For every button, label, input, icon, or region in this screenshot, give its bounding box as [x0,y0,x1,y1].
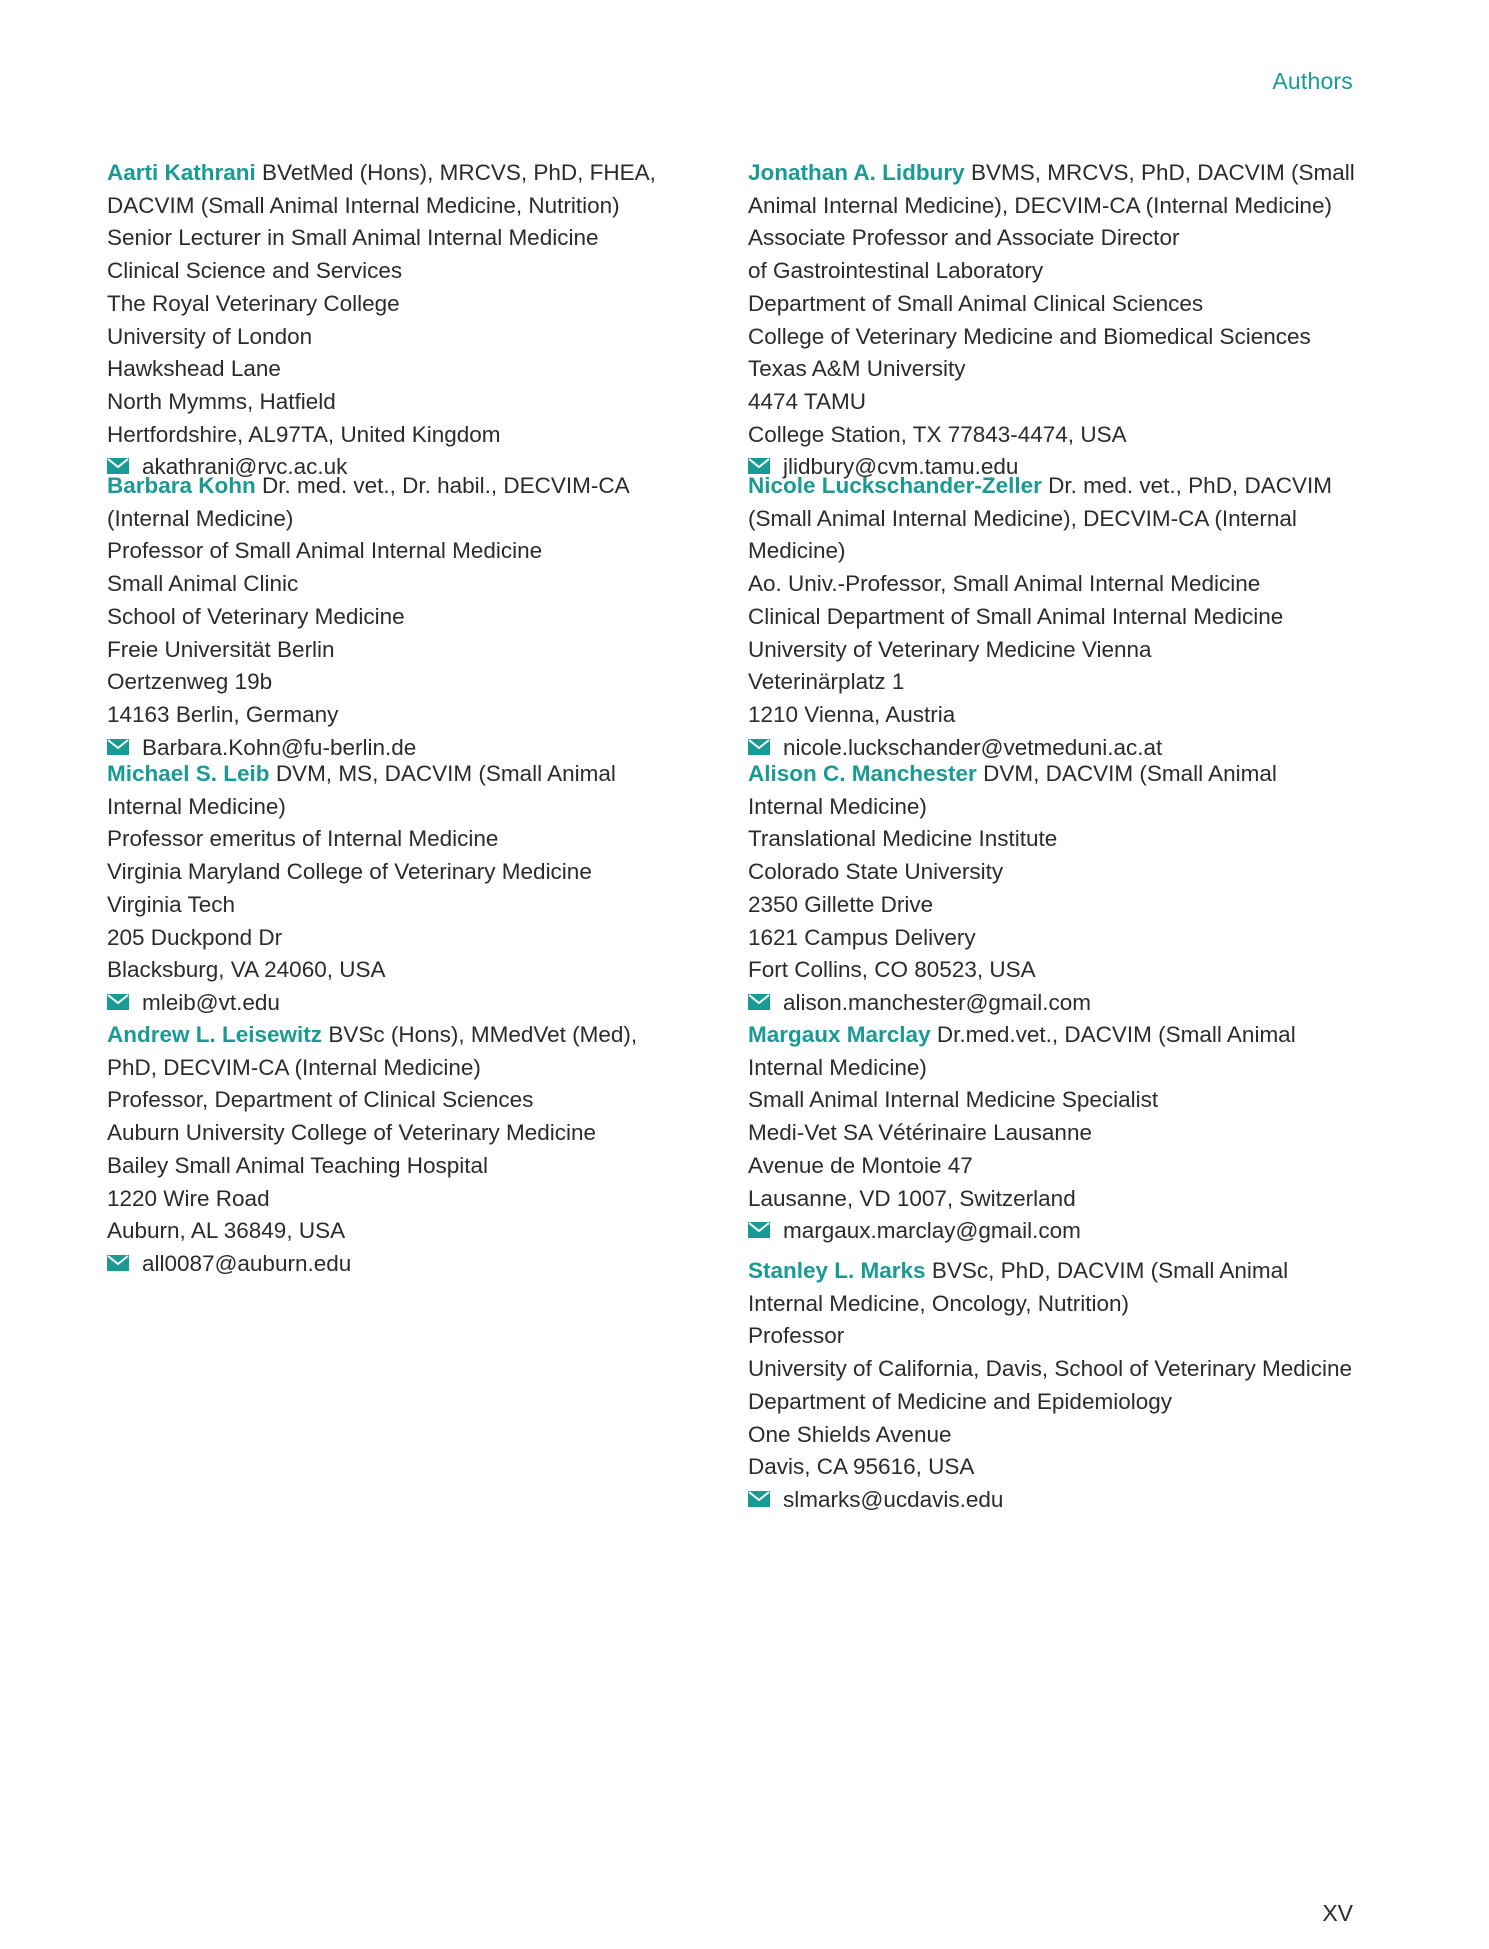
affiliation-line: The Royal Veterinary College [107,290,400,316]
author-heading-line [748,157,1373,190]
affiliation-line: College Station, TX 77843-4474, USA [748,421,1127,447]
affiliation-line: 1210 Vienna, Austria [748,701,956,727]
author-credentials: Internal Medicine) [107,793,286,819]
author-credentials: Dr.med.vet., DACVIM (Small Animal [936,1022,1296,1047]
affiliation-line: One Shields Avenue [748,1421,952,1447]
email-link[interactable]: mleib@vt.edu [142,989,280,1015]
author-heading-line [107,470,732,503]
email-link[interactable]: nicole.luckschander@vetmeduni.ac.at [783,734,1163,760]
author-credentials: DACVIM (Small Animal Internal Medicine, Nutrition) [107,192,620,218]
author-heading-line [107,1019,732,1052]
affiliation-line: Professor of Small Animal Internal Medicine [107,538,543,564]
affiliation-line: 205 Duckpond Dr [107,924,283,950]
affiliation-line: School of Veterinary Medicine [107,603,405,629]
affiliation-line: Colorado State University [748,859,1004,885]
affiliation-line: University of London [107,323,313,349]
affiliation-line: Small Animal Internal Medicine Specialist [748,1087,1159,1113]
envelope-icon [748,994,770,1010]
affiliation-line: Clinical Department of Small Animal Internal Medicine [748,603,1284,629]
affiliation-line: Professor emeritus of Internal Medicine [107,826,499,852]
affiliation-line: Professor, Department of Clinical Sciences [107,1087,534,1113]
envelope-icon [107,1255,129,1271]
envelope-icon [107,994,129,1010]
affiliation-line: Small Animal Clinic [107,571,299,597]
author-entry [107,157,732,484]
affiliation-line: Hertfordshire, AL97TA, United Kingdom [107,421,501,447]
author-name: Stanley L. Marks [748,1258,926,1283]
email-row [107,1248,732,1281]
author-credentials: BVMS, MRCVS, PhD, DACVIM (Small [970,160,1355,185]
author-entry [107,470,732,764]
affiliation-line: Senior Lecturer in Small Animal Internal Medicine [107,225,599,251]
author-credentials: Internal Medicine) [748,793,927,819]
affiliation-line: North Mymms, Hatfield [107,388,336,414]
author-credentials: (Internal Medicine) [107,505,294,531]
author-entry [107,758,732,1020]
page-number: XV [1322,1900,1353,1926]
envelope-icon [748,739,770,755]
affiliation-line: Texas A&M University [748,356,966,382]
author-name: Michael S. Leib [107,761,270,786]
author-entry [748,1255,1373,1517]
affiliation-line: Bailey Small Animal Teaching Hospital [107,1152,489,1178]
author-credentials: Internal Medicine) [748,1054,927,1080]
affiliation-line: Avenue de Montoie 47 [748,1152,973,1178]
email-link[interactable]: Barbara.Kohn@fu-berlin.de [142,734,417,760]
envelope-icon [748,1222,770,1238]
envelope-icon [748,1491,770,1507]
author-name: Andrew L. Leisewitz [107,1022,323,1047]
author-entry [107,1019,732,1281]
email-link[interactable]: alison.manchester@gmail.com [783,989,1091,1015]
affiliation-line: College of Veterinary Medicine and Biomedical Sciences [748,323,1311,349]
author-credentials: BVSc (Hons), MMedVet (Med), [328,1022,638,1047]
author-credentials: Internal Medicine, Oncology, Nutrition) [748,1290,1130,1316]
author-entry [748,157,1373,484]
email-row [748,987,1373,1020]
affiliation-line: Fort Collins, CO 80523, USA [748,957,1036,983]
email-row [748,1484,1373,1517]
author-credentials: BVetMed (Hons), MRCVS, PhD, FHEA, [262,160,656,185]
author-credentials: DVM, MS, DACVIM (Small Animal [275,761,616,786]
email-link[interactable]: margaux.marclay@gmail.com [783,1218,1081,1244]
affiliation-line: Auburn University College of Veterinary Medicine [107,1120,596,1146]
author-credentials: DVM, DACVIM (Small Animal [983,761,1277,786]
envelope-icon [107,739,129,755]
author-heading-line [748,1255,1373,1288]
affiliation-line: 1220 Wire Road [107,1185,270,1211]
author-credentials: PhD, DECVIM-CA (Internal Medicine) [107,1054,481,1080]
author-credentials: Medicine) [748,538,846,564]
author-name: Margaux Marclay [748,1022,931,1047]
affiliation-line: Oertzenweg 19b [107,669,273,695]
author-credentials: (Small Animal Internal Medicine), DECVIM-CA (Internal [748,505,1297,531]
affiliation-line: Clinical Science and Services [107,258,403,284]
affiliation-line: Freie Universität Berlin [107,636,335,662]
running-head: Authors [1272,68,1353,94]
affiliation-line: Department of Medicine and Epidemiology [748,1388,1172,1414]
author-name: Alison C. Manchester [748,761,977,786]
affiliation-line: University of California, Davis, School of Veterinary Medicine [748,1356,1353,1382]
author-credentials: Dr. med. vet., PhD, DACVIM [1048,473,1332,498]
author-name: Nicole Luckschander-Zeller [748,473,1042,498]
email-link[interactable]: slmarks@ucdavis.edu [783,1486,1004,1512]
affiliation-line: Lausanne, VD 1007, Switzerland [748,1185,1076,1211]
author-heading-line [748,758,1373,791]
affiliation-line: 2350 Gillette Drive [748,891,934,917]
author-heading-line [107,758,732,791]
affiliation-line: Davis, CA 95616, USA [748,1454,975,1480]
affiliation-line: University of Veterinary Medicine Vienna [748,636,1152,662]
affiliation-line: Translational Medicine Institute [748,826,1058,852]
email-row [107,987,732,1020]
email-link[interactable]: all0087@auburn.edu [142,1250,352,1276]
author-credentials: Dr. med. vet., Dr. habil., DECVIM-CA [262,473,630,498]
email-link[interactable]: jlidbury@cvm.tamu.edu [783,454,1019,480]
affiliation-line: Virginia Maryland College of Veterinary Medicine [107,859,592,885]
author-heading-line [107,157,732,190]
affiliation-line: Medi-Vet SA Vétérinaire Lausanne [748,1120,1092,1146]
email-link[interactable]: akathrani@rvc.ac.uk [142,454,348,480]
affiliation-line: Auburn, AL 36849, USA [107,1218,346,1244]
author-entry [748,470,1373,764]
affiliation-line: Hawkshead Lane [107,356,281,382]
affiliation-line: of Gastrointestinal Laboratory [748,258,1044,284]
author-entry [748,1019,1373,1248]
author-heading-line [748,470,1373,503]
affiliation-line: Veterinärplatz 1 [748,669,905,695]
author-heading-line [748,1019,1373,1052]
author-name: Barbara Kohn [107,473,256,498]
affiliation-line: 1621 Campus Delivery [748,924,976,950]
author-name: Aarti Kathrani [107,160,256,185]
affiliation-line: Professor [748,1323,845,1349]
affiliation-line: Blacksburg, VA 24060, USA [107,957,386,983]
affiliation-line: 14163 Berlin, Germany [107,701,339,727]
author-name: Jonathan A. Lidbury [748,160,965,185]
author-credentials: Animal Internal Medicine), DECVIM-CA (Internal Medicine) [748,192,1332,218]
affiliation-line: Ao. Univ.-Professor, Small Animal Internal Medicine [748,571,1261,597]
affiliation-line: Associate Professor and Associate Director [748,225,1180,251]
email-row [748,1215,1373,1248]
affiliation-line: 4474 TAMU [748,388,866,414]
affiliation-line: Department of Small Animal Clinical Sciences [748,290,1204,316]
author-entry [748,758,1373,1020]
affiliation-line: Virginia Tech [107,891,236,917]
author-credentials: BVSc, PhD, DACVIM (Small Animal [931,1258,1289,1283]
